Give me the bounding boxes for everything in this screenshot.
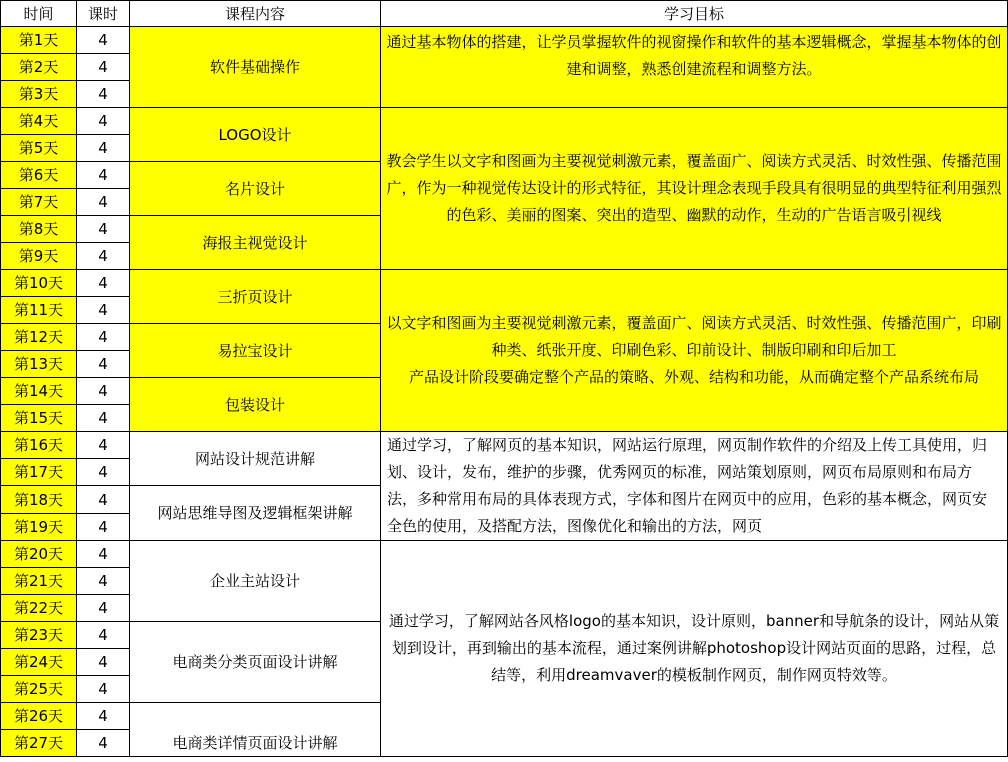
day-cell: 第8天	[1, 216, 77, 243]
hours-cell: 4	[77, 270, 130, 297]
goal-text: 产品设计阶段要确定整个产品的策略、外观、结构和功能，从而确定整个产品系统布局	[408, 368, 979, 386]
table-row	[1, 27, 1008, 54]
hours-cell: 4	[77, 297, 130, 324]
day-cell: 第22天	[1, 595, 77, 622]
header-course: 课程内容	[130, 1, 381, 27]
hours-cell: 4	[77, 27, 130, 54]
hours-cell: 4	[77, 595, 130, 622]
hours-cell: 4	[77, 351, 130, 378]
day-cell: 第5天	[1, 135, 77, 162]
hours-cell: 4	[77, 676, 130, 703]
day-cell: 第17天	[1, 459, 77, 486]
day-cell: 第1天	[1, 27, 77, 54]
day-cell: 第19天	[1, 514, 77, 541]
header-hours: 课时	[77, 1, 130, 27]
goal-cell: 通过学习，了解网页的基本知识，网站运行原理，网页制作软件的介绍及上传工具使用，归划、设计，发布，维护的步骤，优秀网页的标准，网站策划原则，网页布局原则和布局方法，多种常用布局的具体表现方式，字体和图片在网页中的应用，色彩的基本概念，网页安全色的使用，及搭配方法，图像优化和输出的方法，网页	[381, 432, 1008, 541]
goal-cell: 教会学生以文字和图画为主要视觉刺激元素，覆盖面广、阅读方式灵活、时效性强、传播范围广，作为一种视觉传达设计的形式特征，其设计理念表现手段具有很明显的典型特征利用强烈的色彩、美丽的图案、突出的造型、幽默的动作，生动的广告语言吸引视线	[381, 108, 1008, 270]
course-cell: 易拉宝设计	[130, 324, 381, 378]
day-cell: 第10天	[1, 270, 77, 297]
day-cell: 第13天	[1, 351, 77, 378]
goal-cell	[381, 270, 1008, 432]
day-cell: 第4天	[1, 108, 77, 135]
table-row	[1, 541, 1008, 568]
day-cell: 第18天	[1, 486, 77, 514]
hours-cell: 4	[77, 568, 130, 595]
day-cell: 第16天	[1, 432, 77, 459]
course-cell: 电商类详情页面设计讲解	[130, 703, 381, 757]
hours-cell: 4	[77, 54, 130, 81]
goal-cell: 通过学习，了解网站各风格logo的基本知识，设计原则，banner和导航条的设计，网站从策划到设计，再到输出的基本流程，通过案例讲解photoshop设计网站页面的思路，过程，总结等，利用dreamvaver的模板制作网页，制作网页特效等。	[381, 541, 1008, 757]
day-cell: 第2天	[1, 54, 77, 81]
hours-cell: 4	[77, 622, 130, 649]
day-cell: 第26天	[1, 703, 77, 730]
hours-cell: 4	[77, 703, 130, 730]
day-cell: 第15天	[1, 405, 77, 432]
goal-text: 以文字和图画为主要视觉刺激元素，覆盖面广、阅读方式灵活、时效性强、传播范围广，印刷种类、纸张开度、印刷色彩、印前设计、制版印刷和印后加工	[386, 314, 1002, 359]
hours-cell: 4	[77, 486, 130, 514]
table-row	[1, 270, 1008, 297]
header-time: 时间	[1, 1, 77, 27]
hours-cell: 4	[77, 541, 130, 568]
header-goal: 学习目标	[381, 1, 1008, 27]
day-cell: 第25天	[1, 676, 77, 703]
course-cell: 包装设计	[130, 378, 381, 432]
course-cell: 海报主视觉设计	[130, 216, 381, 270]
hours-cell: 4	[77, 243, 130, 270]
hours-cell: 4	[77, 649, 130, 676]
day-cell: 第24天	[1, 649, 77, 676]
day-cell: 第7天	[1, 189, 77, 216]
hours-cell: 4	[77, 216, 130, 243]
hours-cell: 4	[77, 108, 130, 135]
hours-cell: 4	[77, 135, 130, 162]
hours-cell: 4	[77, 730, 130, 757]
hours-cell: 4	[77, 162, 130, 189]
course-cell: 软件基础操作	[130, 27, 381, 108]
hours-cell: 4	[77, 324, 130, 351]
course-cell: 网站思维导图及逻辑框架讲解	[130, 486, 381, 541]
course-cell: 名片设计	[130, 162, 381, 216]
course-cell: 企业主站设计	[130, 541, 381, 622]
table-row	[1, 108, 1008, 135]
day-cell: 第21天	[1, 568, 77, 595]
header-row	[1, 1, 1008, 27]
course-cell: LOGO设计	[130, 108, 381, 162]
hours-cell: 4	[77, 378, 130, 405]
table-row	[1, 432, 1008, 459]
hours-cell: 4	[77, 432, 130, 459]
day-cell: 第6天	[1, 162, 77, 189]
day-cell: 第20天	[1, 541, 77, 568]
goal-cell: 通过基本物体的搭建，让学员掌握软件的视窗操作和软件的基本逻辑概念，掌握基本物体的创建和调整，熟悉创建流程和调整方法。	[381, 27, 1008, 108]
day-cell: 第11天	[1, 297, 77, 324]
day-cell: 第12天	[1, 324, 77, 351]
hours-cell: 4	[77, 459, 130, 486]
day-cell: 第9天	[1, 243, 77, 270]
day-cell: 第27天	[1, 730, 77, 757]
day-cell: 第14天	[1, 378, 77, 405]
hours-cell: 4	[77, 514, 130, 541]
day-cell: 第3天	[1, 81, 77, 108]
course-cell: 电商类分类页面设计讲解	[130, 622, 381, 703]
course-cell: 三折页设计	[130, 270, 381, 324]
hours-cell: 4	[77, 189, 130, 216]
day-cell: 第23天	[1, 622, 77, 649]
hours-cell: 4	[77, 81, 130, 108]
hours-cell: 4	[77, 405, 130, 432]
course-cell: 网站设计规范讲解	[130, 432, 381, 486]
